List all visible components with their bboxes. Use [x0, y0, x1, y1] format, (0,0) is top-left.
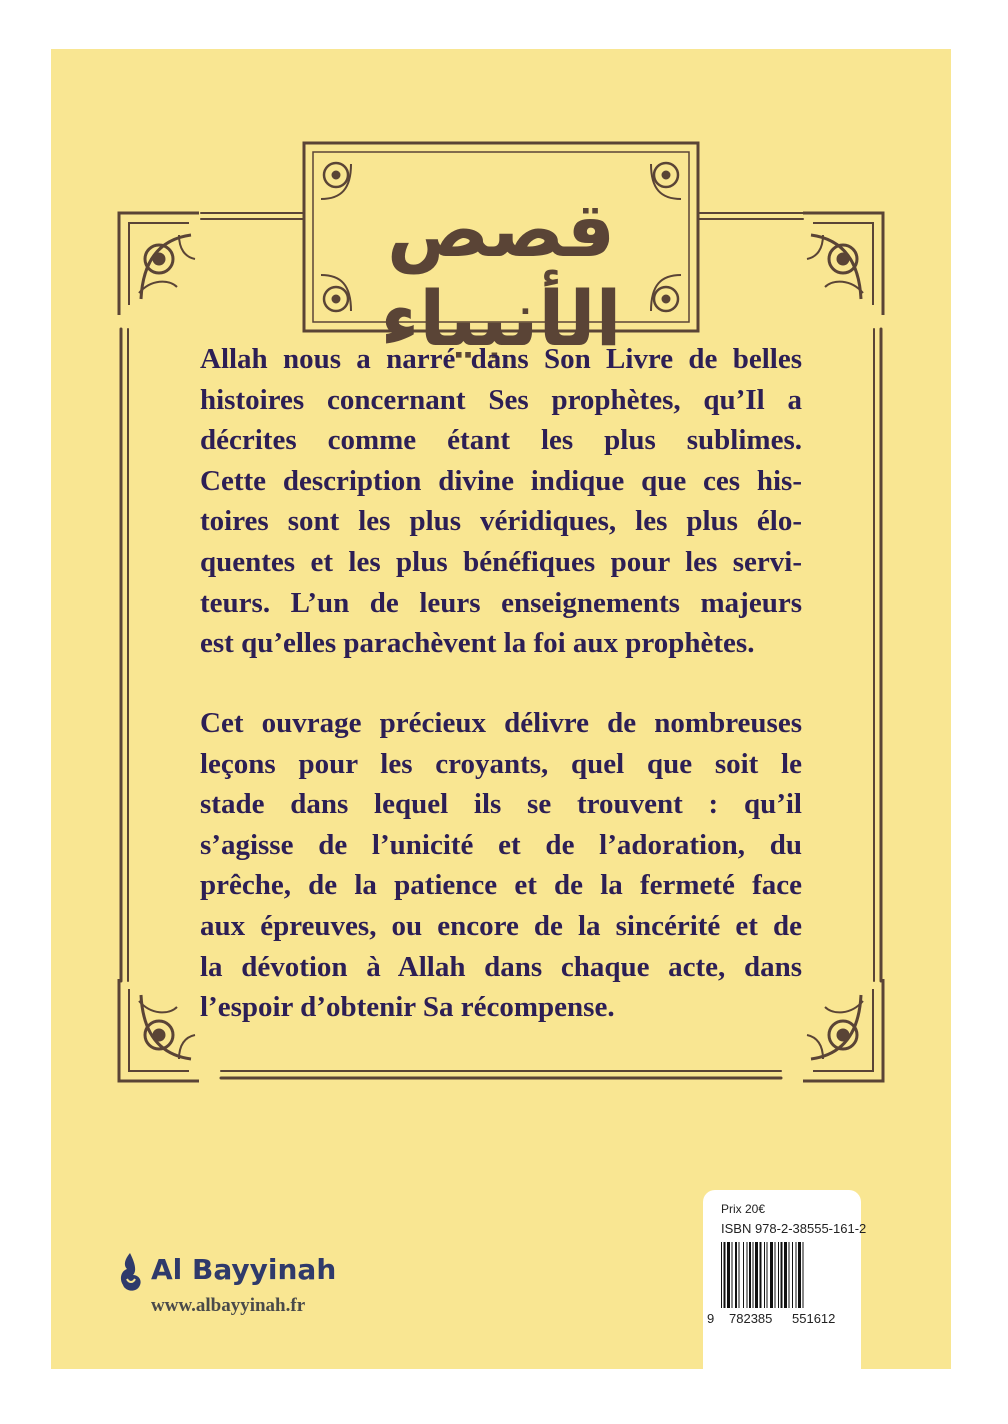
barcode-bar: [784, 1242, 787, 1308]
barcode-bar: [747, 1242, 748, 1308]
publisher-name: Al Bayyinah: [151, 1253, 337, 1286]
barcode-bar: [792, 1242, 793, 1308]
barcode-bar: [753, 1242, 754, 1308]
text-line: aux épreuves, ou encore de la sincérité et de: [200, 909, 802, 942]
corner-ornament-top-left: [119, 213, 199, 315]
barcode-bar: [781, 1242, 783, 1308]
barcode-digit-group: 782385: [729, 1311, 773, 1326]
barcode-bar: [727, 1242, 730, 1308]
publisher-logo: [115, 1251, 355, 1321]
text-line: la dévotion à Allah dans chaque acte, dans: [200, 950, 802, 983]
text-line: prêche, de la patience et de la fermeté face: [200, 869, 802, 902]
text-line: Allah nous a narré dans Son Livre de belles: [200, 343, 802, 375]
barcode-bar: [770, 1242, 773, 1308]
title-box: [304, 143, 698, 363]
arabic-title: قصص الأنبياء: [380, 185, 622, 363]
barcode-bar: [789, 1242, 790, 1308]
barcode-bar: [760, 1242, 762, 1308]
barcode-bar: [778, 1242, 779, 1308]
barcode-bar: [739, 1242, 740, 1308]
barcode-bar: [764, 1242, 765, 1308]
barcode-bar: [803, 1242, 804, 1308]
text-line: s’agisse de l’unicité et de l’adoration, du: [200, 828, 802, 861]
barcode-digit-group: 551612: [792, 1311, 836, 1326]
text-line: Cette description divine indique que ces his-: [200, 464, 802, 497]
barcode-bar: [775, 1242, 776, 1308]
corner-ornament-bottom-left: [119, 979, 199, 1081]
barcode-bar: [724, 1242, 726, 1308]
barcode-bar: [755, 1242, 758, 1308]
isbn-label: ISBN 978-2-38555-161-2: [721, 1221, 867, 1236]
description-paragraph-1: [200, 339, 802, 664]
barcode-bars: [721, 1242, 847, 1312]
book-back-cover: [51, 49, 951, 1369]
calligraphy-logo-icon: [115, 1251, 145, 1295]
text-line: est qu’elles parachèvent la foi aux prophètes.: [200, 627, 755, 660]
barcode-bar: [743, 1242, 744, 1308]
barcode-bar: [721, 1242, 722, 1308]
description-paragraph-2: [200, 703, 802, 1028]
text-line: stade dans lequel ils se trouvent : qu’il: [200, 788, 802, 821]
text-line: teurs. L’un de leurs enseignements majeurs: [200, 586, 802, 619]
text-line: histoires concernant Ses prophètes, qu’Il a: [200, 383, 802, 416]
barcode-bar: [749, 1242, 751, 1308]
barcode-bar: [798, 1242, 801, 1308]
corner-ornament-bottom-right: [803, 979, 883, 1081]
text-line: Cet ouvrage précieux délivre de nombreuses: [200, 707, 802, 739]
text-line: quentes et les plus bénéfiques pour les servi-: [200, 545, 802, 578]
barcode-bar: [796, 1242, 797, 1308]
barcode-bar: [735, 1242, 737, 1308]
text-line: l’espoir d’obtenir Sa récompense.: [200, 991, 615, 1024]
text-line: toires sont les plus véridiques, les plus élo-: [200, 505, 802, 538]
corner-ornament-top-right: [803, 213, 883, 315]
publisher-url: www.albayyinah.fr: [151, 1295, 306, 1316]
barcode-bar: [767, 1242, 768, 1308]
text-line: leçons pour les croyants, quel que soit le: [200, 747, 802, 780]
barcode-digit-group: 9: [707, 1311, 715, 1326]
price-label: Prix 20€: [721, 1202, 766, 1216]
barcode-label: [703, 1190, 867, 1369]
text-line: décrites comme étant les plus sublimes.: [200, 424, 802, 457]
barcode-bar: [732, 1242, 733, 1308]
